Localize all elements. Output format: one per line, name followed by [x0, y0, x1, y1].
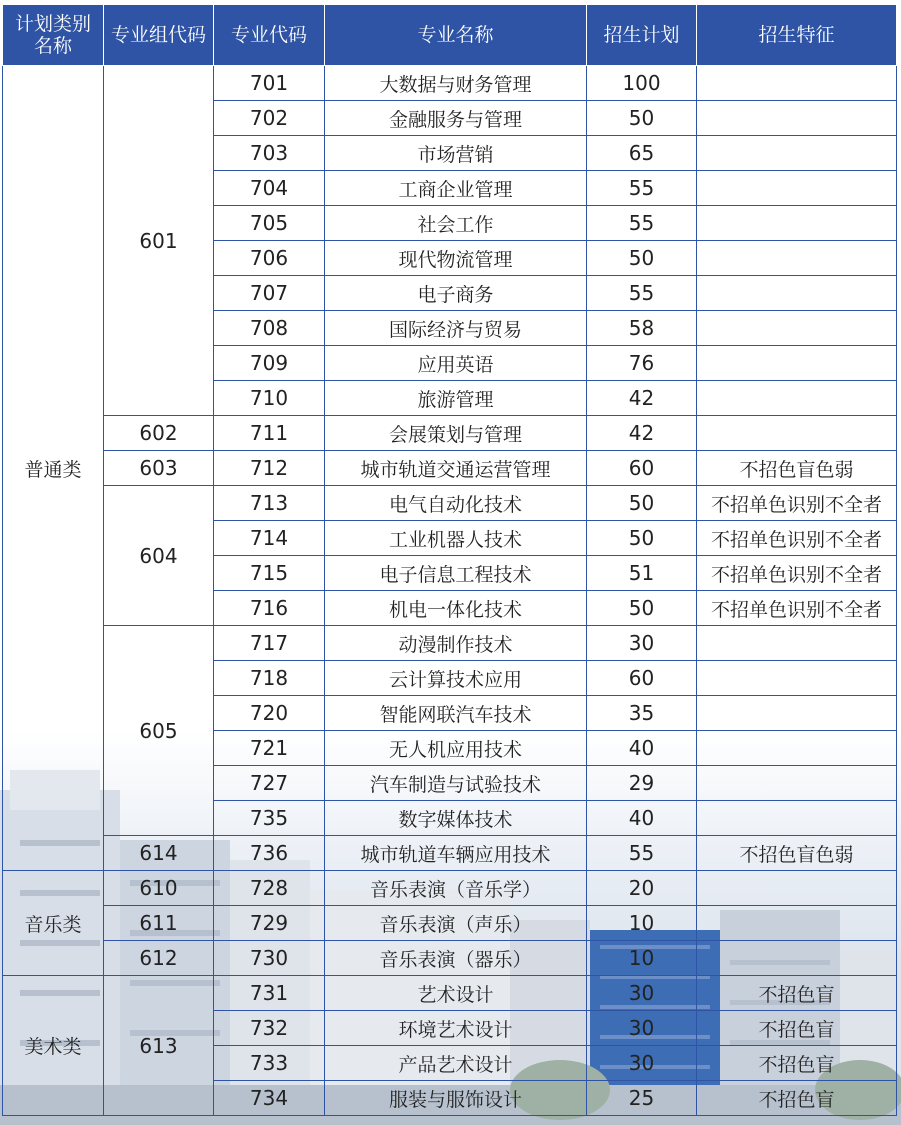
- feature-cell: [697, 381, 897, 416]
- major-name-cell: 云计算技术应用: [325, 661, 587, 696]
- table-row: [3, 66, 897, 101]
- major-code-cell: 706: [214, 241, 325, 276]
- plan-cell: 50: [587, 101, 697, 136]
- feature-cell: 不招色盲: [697, 1046, 897, 1081]
- major-name-cell: 音乐表演（音乐学）: [325, 871, 587, 906]
- major-name-cell: 应用英语: [325, 346, 587, 381]
- major-code-cell: 713: [214, 486, 325, 521]
- header-feature: 招生特征: [697, 5, 897, 66]
- feature-cell: [697, 311, 897, 346]
- group-code-cell: 612: [104, 941, 214, 976]
- major-code-cell: 711: [214, 416, 325, 451]
- plan-cell: 58: [587, 311, 697, 346]
- group-code-cell: 605: [104, 626, 214, 836]
- plan-cell: 51: [587, 556, 697, 591]
- major-code-cell: 734: [214, 1081, 325, 1116]
- major-name-cell: 机电一体化技术: [325, 591, 587, 626]
- major-name-cell: 社会工作: [325, 206, 587, 241]
- major-name-cell: 服装与服饰设计: [325, 1081, 587, 1116]
- major-name-cell: 市场营销: [325, 136, 587, 171]
- table-row: [3, 976, 897, 1011]
- major-code-cell: 708: [214, 311, 325, 346]
- feature-cell: 不招单色识别不全者: [697, 591, 897, 626]
- plan-cell: 60: [587, 661, 697, 696]
- major-code-cell: 707: [214, 276, 325, 311]
- major-code-cell: 705: [214, 206, 325, 241]
- major-code-cell: 702: [214, 101, 325, 136]
- plan-cell: 50: [587, 241, 697, 276]
- major-code-cell: 720: [214, 696, 325, 731]
- major-code-cell: 715: [214, 556, 325, 591]
- major-code-cell: 729: [214, 906, 325, 941]
- feature-cell: 不招色盲: [697, 1081, 897, 1116]
- feature-cell: [697, 416, 897, 451]
- major-name-cell: 智能网联汽车技术: [325, 696, 587, 731]
- plan-cell: 25: [587, 1081, 697, 1116]
- plan-cell: 50: [587, 521, 697, 556]
- major-name-cell: 数字媒体技术: [325, 801, 587, 836]
- feature-cell: [697, 906, 897, 941]
- table-row: [3, 416, 897, 451]
- feature-cell: [697, 626, 897, 661]
- category-cell: 音乐类: [3, 871, 104, 976]
- group-code-cell: 613: [104, 976, 214, 1116]
- table-header-row: [3, 5, 897, 66]
- feature-cell: [697, 276, 897, 311]
- feature-cell: [697, 801, 897, 836]
- header-category: 计划类别 名称: [3, 5, 104, 66]
- major-name-cell: 无人机应用技术: [325, 731, 587, 766]
- group-code-cell: 610: [104, 871, 214, 906]
- major-code-cell: 704: [214, 171, 325, 206]
- feature-cell: [697, 941, 897, 976]
- major-code-cell: 721: [214, 731, 325, 766]
- major-name-cell: 动漫制作技术: [325, 626, 587, 661]
- feature-cell: 不招色盲色弱: [697, 451, 897, 486]
- group-code-cell: 604: [104, 486, 214, 626]
- feature-cell: [697, 206, 897, 241]
- major-code-cell: 732: [214, 1011, 325, 1046]
- header-group-code: 专业组代码: [104, 5, 214, 66]
- feature-cell: 不招单色识别不全者: [697, 556, 897, 591]
- group-code-cell: 603: [104, 451, 214, 486]
- plan-cell: 10: [587, 906, 697, 941]
- major-name-cell: 音乐表演（器乐）: [325, 941, 587, 976]
- category-cell: 美术类: [3, 976, 104, 1116]
- major-name-cell: 电气自动化技术: [325, 486, 587, 521]
- plan-cell: 55: [587, 836, 697, 871]
- major-code-cell: 712: [214, 451, 325, 486]
- feature-cell: [697, 871, 897, 906]
- major-code-cell: 730: [214, 941, 325, 976]
- major-name-cell: 城市轨道车辆应用技术: [325, 836, 587, 871]
- major-code-cell: 728: [214, 871, 325, 906]
- major-code-cell: 736: [214, 836, 325, 871]
- plan-cell: 30: [587, 626, 697, 661]
- plan-cell: 50: [587, 591, 697, 626]
- group-code-cell: 611: [104, 906, 214, 941]
- category-cell: 普通类: [3, 66, 104, 871]
- feature-cell: 不招色盲色弱: [697, 836, 897, 871]
- feature-cell: [697, 66, 897, 101]
- major-code-cell: 716: [214, 591, 325, 626]
- plan-cell: 42: [587, 416, 697, 451]
- major-name-cell: 工商企业管理: [325, 171, 587, 206]
- major-code-cell: 727: [214, 766, 325, 801]
- major-code-cell: 733: [214, 1046, 325, 1081]
- table-row: [3, 941, 897, 976]
- plan-cell: 55: [587, 276, 697, 311]
- group-code-cell: 601: [104, 66, 214, 416]
- plan-cell: 65: [587, 136, 697, 171]
- enrollment-plan-table: [2, 4, 897, 1116]
- plan-cell: 60: [587, 451, 697, 486]
- major-code-cell: 717: [214, 626, 325, 661]
- plan-cell: 30: [587, 976, 697, 1011]
- feature-cell: 不招单色识别不全者: [697, 486, 897, 521]
- plan-cell: 10: [587, 941, 697, 976]
- plan-cell: 40: [587, 801, 697, 836]
- feature-cell: 不招色盲: [697, 1011, 897, 1046]
- feature-cell: [697, 346, 897, 381]
- major-name-cell: 旅游管理: [325, 381, 587, 416]
- major-code-cell: 701: [214, 66, 325, 101]
- major-name-cell: 大数据与财务管理: [325, 66, 587, 101]
- plan-cell: 30: [587, 1011, 697, 1046]
- table-row: [3, 626, 897, 661]
- major-code-cell: 714: [214, 521, 325, 556]
- table-row: [3, 906, 897, 941]
- table-row: [3, 451, 897, 486]
- feature-cell: 不招单色识别不全者: [697, 521, 897, 556]
- feature-cell: [697, 766, 897, 801]
- major-name-cell: 环境艺术设计: [325, 1011, 587, 1046]
- feature-cell: [697, 241, 897, 276]
- major-code-cell: 710: [214, 381, 325, 416]
- major-name-cell: 电子信息工程技术: [325, 556, 587, 591]
- feature-cell: [697, 731, 897, 766]
- major-name-cell: 音乐表演（声乐）: [325, 906, 587, 941]
- plan-cell: 40: [587, 731, 697, 766]
- major-code-cell: 731: [214, 976, 325, 1011]
- plan-cell: 29: [587, 766, 697, 801]
- major-name-cell: 产品艺术设计: [325, 1046, 587, 1081]
- major-name-cell: 电子商务: [325, 276, 587, 311]
- feature-cell: 不招色盲: [697, 976, 897, 1011]
- major-name-cell: 国际经济与贸易: [325, 311, 587, 346]
- major-code-cell: 718: [214, 661, 325, 696]
- plan-cell: 76: [587, 346, 697, 381]
- major-name-cell: 会展策划与管理: [325, 416, 587, 451]
- group-code-cell: 614: [104, 836, 214, 871]
- plan-cell: 55: [587, 206, 697, 241]
- feature-cell: [697, 101, 897, 136]
- major-name-cell: 现代物流管理: [325, 241, 587, 276]
- header-major-name: 专业名称: [325, 5, 587, 66]
- major-name-cell: 金融服务与管理: [325, 101, 587, 136]
- feature-cell: [697, 661, 897, 696]
- group-code-cell: 602: [104, 416, 214, 451]
- feature-cell: [697, 696, 897, 731]
- plan-cell: 20: [587, 871, 697, 906]
- major-name-cell: 工业机器人技术: [325, 521, 587, 556]
- feature-cell: [697, 136, 897, 171]
- header-plan: 招生计划: [587, 5, 697, 66]
- major-code-cell: 735: [214, 801, 325, 836]
- table-row: [3, 836, 897, 871]
- major-name-cell: 城市轨道交通运营管理: [325, 451, 587, 486]
- major-name-cell: 艺术设计: [325, 976, 587, 1011]
- plan-cell: 50: [587, 486, 697, 521]
- major-name-cell: 汽车制造与试验技术: [325, 766, 587, 801]
- plan-cell: 55: [587, 171, 697, 206]
- feature-cell: [697, 171, 897, 206]
- major-code-cell: 703: [214, 136, 325, 171]
- table-row: [3, 486, 897, 521]
- plan-cell: 35: [587, 696, 697, 731]
- plan-cell: 100: [587, 66, 697, 101]
- table-row: [3, 871, 897, 906]
- header-major-code: 专业代码: [214, 5, 325, 66]
- plan-cell: 42: [587, 381, 697, 416]
- plan-cell: 30: [587, 1046, 697, 1081]
- major-code-cell: 709: [214, 346, 325, 381]
